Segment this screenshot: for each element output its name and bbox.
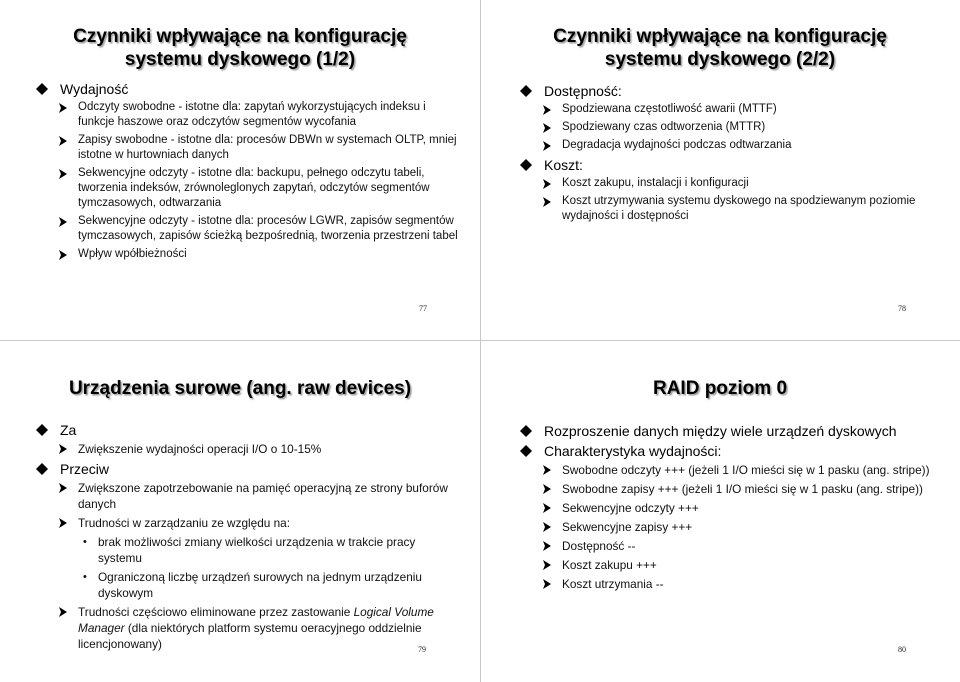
item-text: brak możliwości zmiany wielkości urządzenia w trakcie pracy systemu xyxy=(98,535,416,565)
list-item xyxy=(520,462,942,478)
list-item xyxy=(520,538,942,554)
list-item xyxy=(36,460,462,479)
list-item xyxy=(520,156,942,175)
item-text: Dostępność -- xyxy=(562,539,636,553)
arrowhead-bullet-icon xyxy=(58,250,68,260)
arrowhead-bullet-icon xyxy=(58,169,68,179)
list-item xyxy=(36,604,462,652)
slide-content xyxy=(520,82,942,227)
item-text: Zapisy swobodne - istotne dla: procesów DBWn w systemach OLTP, mniej istotne w hurtowniach danych xyxy=(78,134,457,161)
list-item xyxy=(36,441,462,457)
list-item xyxy=(520,576,942,592)
list-item xyxy=(520,500,942,516)
item-text: Ograniczoną liczbę urządzeń surowych na jednym urządzeniu dyskowym xyxy=(98,570,422,600)
list-item xyxy=(520,176,942,191)
arrowhead-bullet-icon xyxy=(58,444,68,454)
page-number: 77 xyxy=(419,304,427,313)
item-text: Charakterystyka wydajności: xyxy=(544,443,722,459)
diamond-bullet-icon xyxy=(520,425,532,437)
title-line-1: Czynniki wpływające na konfigurację xyxy=(553,26,887,47)
dot-bullet-icon: • xyxy=(83,571,87,583)
item-text: Swobodne zapisy +++ (jeżeli 1 I/O mieści się w 1 pasku (ang. stripe)) xyxy=(562,482,923,496)
arrowhead-bullet-icon xyxy=(58,136,68,146)
item-text: Sekwencyjne odczyty +++ xyxy=(562,501,699,515)
item-text: Koszt utrzymywania systemu dyskowego na spodziewanym poziomie wydajności i dostępności xyxy=(562,195,916,222)
list-item xyxy=(36,100,462,130)
page-number: 80 xyxy=(898,645,906,654)
item-text-post: (dla niektórych platform systemu oeracyjnego oddzielnie licencjonowany) xyxy=(78,621,422,651)
arrowhead-bullet-icon xyxy=(542,465,552,475)
arrowhead-bullet-icon xyxy=(542,579,552,589)
list-item xyxy=(36,133,462,163)
list-item xyxy=(36,247,462,262)
slide-content xyxy=(520,422,942,595)
item-text: Sekwencyjne zapisy +++ xyxy=(562,520,693,534)
dot-bullet-icon: • xyxy=(83,536,87,548)
item-text: Za xyxy=(60,422,77,438)
slide-title: RAID poziom 0 xyxy=(652,378,788,399)
arrowhead-bullet-icon xyxy=(542,141,552,151)
item-text: Dostępność: xyxy=(544,83,622,99)
list-item xyxy=(520,442,942,461)
slide-title xyxy=(0,25,480,71)
list-item xyxy=(520,481,942,497)
diamond-bullet-icon xyxy=(36,83,48,95)
item-text: Koszt: xyxy=(544,157,583,173)
diamond-bullet-icon xyxy=(520,159,532,171)
diamond-bullet-icon xyxy=(36,424,48,436)
page-number: 79 xyxy=(418,645,426,654)
arrowhead-bullet-icon xyxy=(542,179,552,189)
slide-80 xyxy=(480,341,960,682)
item-text: Wpływ wpółbieżności xyxy=(78,248,187,260)
item-text-pre: Trudności częściowo eliminowane przez zastowanie xyxy=(78,605,354,619)
item-text: Koszt utrzymania -- xyxy=(562,577,664,591)
diamond-bullet-icon xyxy=(520,445,532,457)
arrowhead-bullet-icon xyxy=(58,607,68,617)
title-line-1: Czynniki wpływające na konfigurację xyxy=(73,26,407,47)
item-text: Sekwencyjne odczyty - istotne dla: backupu, pełnego odczytu tabeli, tworzenia indeksów, zrównoleglonych zapytań, odczytów segmentów tymczasowych, odtwarzania xyxy=(78,167,430,209)
list-item xyxy=(36,421,462,440)
list-item xyxy=(36,166,462,211)
item-text: Trudności w zarządzaniu ze względu na: xyxy=(78,516,291,530)
item-text: Koszt zakupu, instalacji i konfiguracji xyxy=(562,177,749,189)
item-text: Koszt zakupu +++ xyxy=(562,558,657,572)
list-item xyxy=(520,138,942,153)
list-item xyxy=(36,80,462,99)
list-item xyxy=(36,214,462,244)
arrowhead-bullet-icon xyxy=(542,522,552,532)
title-line-2: systemu dyskowego (1/2) xyxy=(124,49,356,70)
slide-title: Urządzenia surowe (ang. raw devices) xyxy=(68,378,412,399)
list-item xyxy=(520,422,942,441)
list-item xyxy=(520,194,942,224)
arrowhead-bullet-icon xyxy=(542,560,552,570)
list-item xyxy=(520,519,942,535)
title-line-2: systemu dyskowego (2/2) xyxy=(604,49,836,70)
arrowhead-bullet-icon xyxy=(58,518,68,528)
arrowhead-bullet-icon xyxy=(542,541,552,551)
item-text: Swobodne odczyty +++ (jeżeli 1 I/O mieści się w 1 pasku (ang. stripe)) xyxy=(562,463,930,477)
diamond-bullet-icon xyxy=(36,463,48,475)
item-text: Odczyty swobodne - istotne dla: zapytań wykorzystujących indeksu i funkcje haszowe oraz odczytów segmentów wycofania xyxy=(78,101,426,128)
list-item xyxy=(520,82,942,101)
arrowhead-bullet-icon xyxy=(542,123,552,133)
arrowhead-bullet-icon xyxy=(542,197,552,207)
list-item xyxy=(36,534,462,566)
page-number: 78 xyxy=(898,304,906,313)
slide-79 xyxy=(0,341,480,682)
list-item xyxy=(520,102,942,117)
item-text: Zwiększone zapotrzebowanie na pamięć operacyjną ze strony buforów danych xyxy=(78,481,448,511)
slide-78 xyxy=(480,0,960,341)
item-text: Przeciw xyxy=(60,461,110,477)
list-item xyxy=(36,569,462,601)
arrowhead-bullet-icon xyxy=(542,105,552,115)
item-text: Rozproszenie danych między wiele urządzeń dyskowych xyxy=(544,423,897,439)
list-item xyxy=(520,120,942,135)
slide-content xyxy=(36,80,462,265)
slide-content xyxy=(36,421,462,655)
item-text-italic: Logical Volume Manager xyxy=(78,605,434,635)
item-text: Wydajność xyxy=(60,81,129,97)
arrowhead-bullet-icon xyxy=(542,503,552,513)
list-item xyxy=(520,557,942,573)
item-text: Spodziewany czas odtworzenia (MTTR) xyxy=(562,121,766,133)
arrowhead-bullet-icon xyxy=(58,483,68,493)
list-item xyxy=(36,515,462,531)
slide-77 xyxy=(0,0,480,341)
diamond-bullet-icon xyxy=(520,85,532,97)
arrowhead-bullet-icon xyxy=(542,484,552,494)
arrowhead-bullet-icon xyxy=(58,103,68,113)
item-text: Degradacja wydajności podczas odtwarzania xyxy=(562,139,792,151)
list-item xyxy=(36,480,462,512)
item-text: Spodziewana częstotliwość awarii (MTTF) xyxy=(562,103,777,115)
arrowhead-bullet-icon xyxy=(58,217,68,227)
item-text: Zwiększenie wydajności operacji I/O o 10-15% xyxy=(78,442,322,456)
item-text: Sekwencyjne odczyty - istotne dla: procesów LGWR, zapisów segmentów tymczasowych, zapisów ścieżką bezpośrednią, tworzenia przestrzeni tabel xyxy=(78,215,458,242)
slide-title xyxy=(480,25,960,71)
